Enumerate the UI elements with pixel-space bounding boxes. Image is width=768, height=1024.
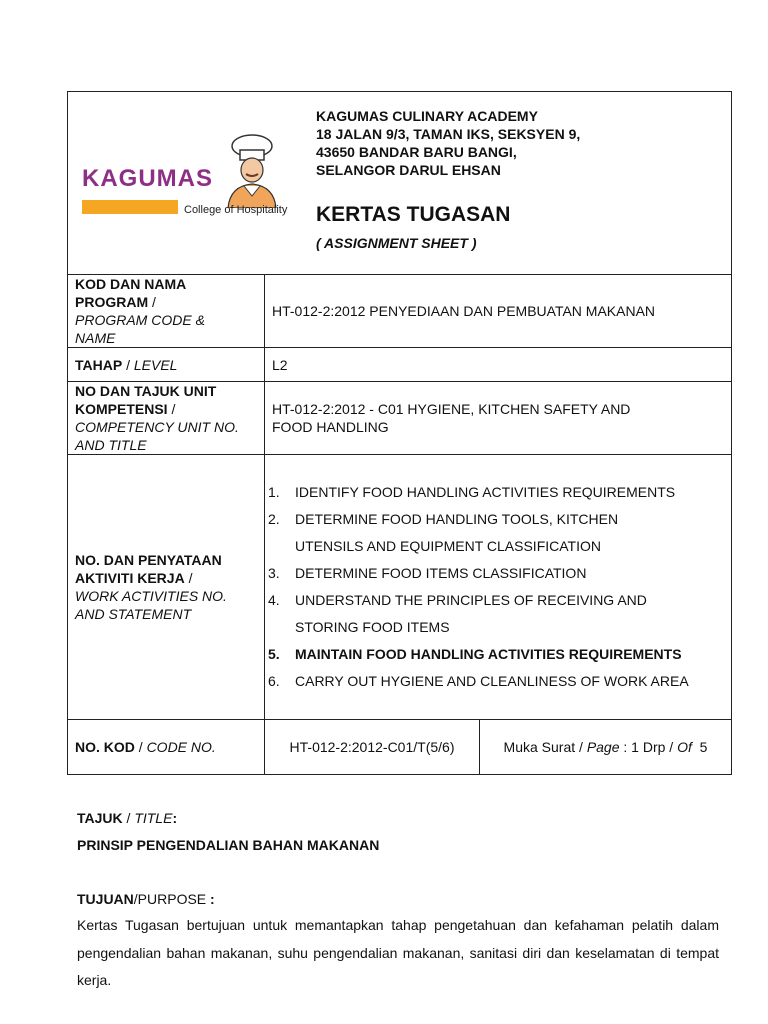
code-label: NO. KOD / CODE NO. [68, 720, 265, 775]
activities-list-cell [265, 455, 732, 720]
code-value: HT-012-2:2012-C01/T(5/6) [265, 720, 480, 775]
purpose-heading: TUJUAN/PURPOSE : [77, 891, 215, 907]
chef-icon [212, 134, 292, 208]
list-item: 1. IDENTIFY FOOD HANDLING ACTIVITIES REQUIREMENTS [268, 484, 676, 500]
level-value: L2 [265, 348, 732, 382]
list-item: 5. MAINTAIN FOOD HANDLING ACTIVITIES REQUIREMENTS [268, 646, 682, 662]
logo-text: KAGUMAS [82, 165, 213, 192]
address-line: 18 JALAN 9/3, TAMAN IKS, SEKSYEN 9, [316, 126, 581, 142]
unit-value: HT-012-2:2012 - C01 HYGIENE, KITCHEN SAFETY AND FOOD HANDLING [265, 382, 732, 455]
unit-label: NO DAN TAJUK UNIT KOMPETENSI / COMPETENCY UNIT NO. AND TITLE [68, 382, 265, 455]
level-label: TAHAP / LEVEL [68, 348, 265, 382]
document-subtitle: ( ASSIGNMENT SHEET ) [316, 235, 477, 251]
list-item: 3. DETERMINE FOOD ITEMS CLASSIFICATION [268, 565, 587, 581]
title-value: PRINSIP PENGENDALIAN BAHAN MAKANAN [77, 837, 380, 853]
page-info: Muka Surat / Page : 1 Drp / Of 5 [480, 720, 732, 775]
activities-label: NO. DAN PENYATAAN AKTIVITI KERJA / WORK ACTIVITIES NO. AND STATEMENT [68, 455, 265, 720]
document-title: KERTAS TUGASAN [316, 203, 511, 226]
logo-subtitle: College of Hospitality [184, 204, 288, 216]
purpose-text: Kertas Tugasan bertujuan untuk memantapkan tahap pengetahuan dan kefahaman pelatih dalam pengendalian bahan makanan, suhu pengendalian makanan, sanitasi diri dan keselamatan di tempat kerja. [77, 917, 719, 988]
address-line: KAGUMAS CULINARY ACADEMY [316, 108, 538, 124]
list-item: 4. UNDERSTAND THE PRINCIPLES OF RECEIVING AND STORING FOOD ITEMS [268, 592, 647, 635]
title-heading: TAJUK / TITLE: [77, 810, 178, 826]
program-value: HT-012-2:2012 PENYEDIAAN DAN PEMBUATAN MAKANAN [265, 275, 732, 348]
list-item: 2. DETERMINE FOOD HANDLING TOOLS, KITCHEN UTENSILS AND EQUIPMENT CLASSIFICATION [268, 511, 619, 554]
header-cell [68, 92, 732, 275]
address-line: SELANGOR DARUL EHSAN [316, 162, 501, 178]
list-item: 6. CARRY OUT HYGIENE AND CLEANLINESS OF WORK AREA [268, 673, 689, 689]
address-block [316, 107, 580, 179]
activities-list [268, 479, 724, 695]
program-label: KOD DAN NAMA PROGRAM / PROGRAM CODE & NAME [68, 275, 265, 348]
kagumas-logo [82, 134, 292, 224]
assignment-sheet-table [67, 91, 732, 775]
logo-bar [82, 200, 178, 214]
address-line: 43650 BANDAR BARU BANGI, [316, 144, 517, 160]
